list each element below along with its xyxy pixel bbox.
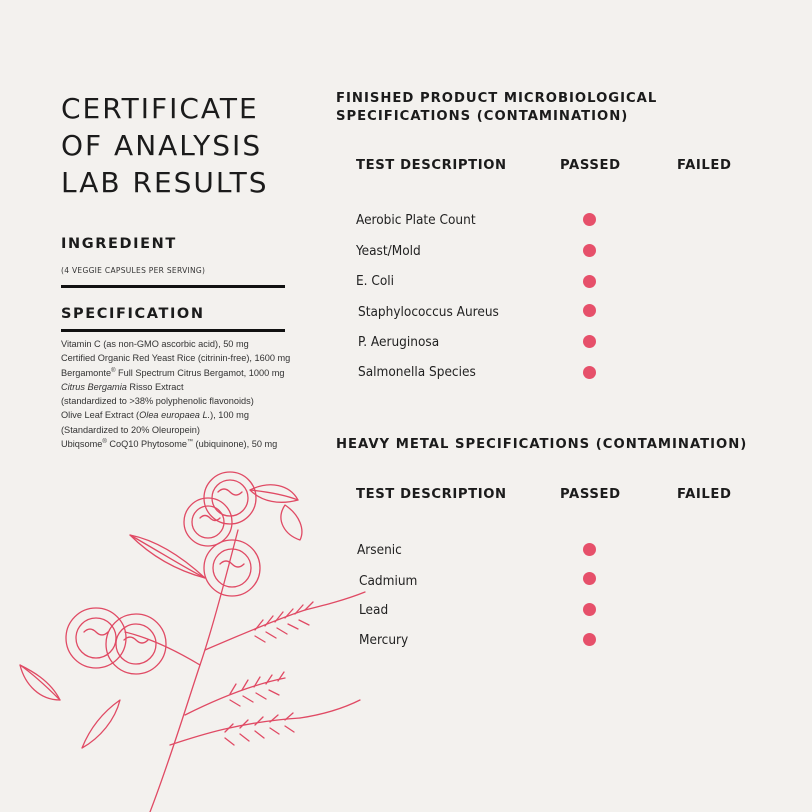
spec-line: (Standardized to 20% Oleuropein) [61,424,200,435]
certificate-title [61,90,269,201]
passed-dot-icon [583,572,596,585]
test-row-label: Yeast/Mold [356,243,421,259]
spec-text: ), 100 mg [210,410,249,421]
column-header-failed: FAILED [677,158,732,173]
spec-text: Risso Extract [126,381,184,392]
spec-line: (standardized to >38% polyphenolic flavonoids) [61,396,254,407]
spec-text: Bergamonte [61,367,112,378]
test-row-label: Staphylococcus Aureus [358,304,499,320]
test-row-label: Lead [359,602,389,618]
spec-italic: Citrus Bergamia [61,381,127,392]
spec-italic: Olea europaea L. [139,410,211,421]
column-header-passed: PASSED [560,487,621,502]
passed-dot-icon [583,366,596,379]
spec-line [61,437,321,451]
spec-text: Olive Leaf Extract ( [61,410,140,421]
spec-line: Vitamin C (as non-GMO ascorbic acid), 50 mg [61,339,249,349]
divider [61,285,285,288]
passed-dot-icon [583,244,596,257]
title-line: CERTIFICATE [61,92,259,125]
test-row-label: Salmonella Species [358,364,476,380]
title-line: LAB RESULTS [61,166,269,199]
spec-line: Certified Organic Red Yeast Rice (citrinin-free), 1600 mg [61,353,291,364]
passed-dot-icon [583,633,596,646]
section-title-line: SPECIFICATIONS (CONTAMINATION) [336,109,629,124]
passed-dot-icon [583,543,596,556]
registered-mark: ® [102,439,107,446]
specification-list [61,337,321,451]
column-header-passed: PASSED [560,158,621,173]
column-header-failed: FAILED [677,487,732,502]
column-header-test-description: TEST DESCRIPTION [356,158,507,173]
passed-dot-icon [583,603,596,616]
heavy-metal-section-title [336,436,747,454]
passed-dot-icon [583,275,596,288]
specification-heading: SPECIFICATION [61,306,205,322]
test-row-label: Aerobic Plate Count [356,212,476,228]
test-row-label: P. Aeruginosa [358,334,440,350]
passed-dot-icon [583,304,596,317]
test-row-label: E. Coli [356,273,395,289]
registered-mark: ® [111,367,116,374]
spec-line [61,380,321,394]
spec-text: Ubiqsome [61,439,103,450]
divider [61,329,285,332]
section-title-line: FINISHED PRODUCT MICROBIOLOGICAL [336,91,658,106]
title-line: OF ANALYSIS [61,129,263,162]
section-title-line: HEAVY METAL SPECIFICATIONS (CONTAMINATION) [336,437,748,452]
trademark-mark: ™ [186,439,193,446]
spec-text: (ubiquinone), 50 mg [192,439,278,450]
ingredient-heading: INGREDIENT [61,236,177,252]
spec-line [61,366,321,380]
passed-dot-icon [583,213,596,226]
column-header-test-description: TEST DESCRIPTION [356,487,507,502]
test-row-label: Arsenic [357,542,402,558]
ingredient-serving-note: (4 VEGGIE CAPSULES PER SERVING) [61,266,206,275]
botanical-bergamot-rice-icon [0,460,380,812]
test-row-label: Mercury [359,632,409,648]
test-row-label: Cadmium [359,573,418,589]
spec-text: CoQ10 Phytosome [106,439,187,450]
spec-text: Full Spectrum Citrus Bergamot, 1000 mg [115,367,285,378]
microbiological-section-title [336,90,657,126]
passed-dot-icon [583,335,596,348]
spec-line [61,408,321,422]
